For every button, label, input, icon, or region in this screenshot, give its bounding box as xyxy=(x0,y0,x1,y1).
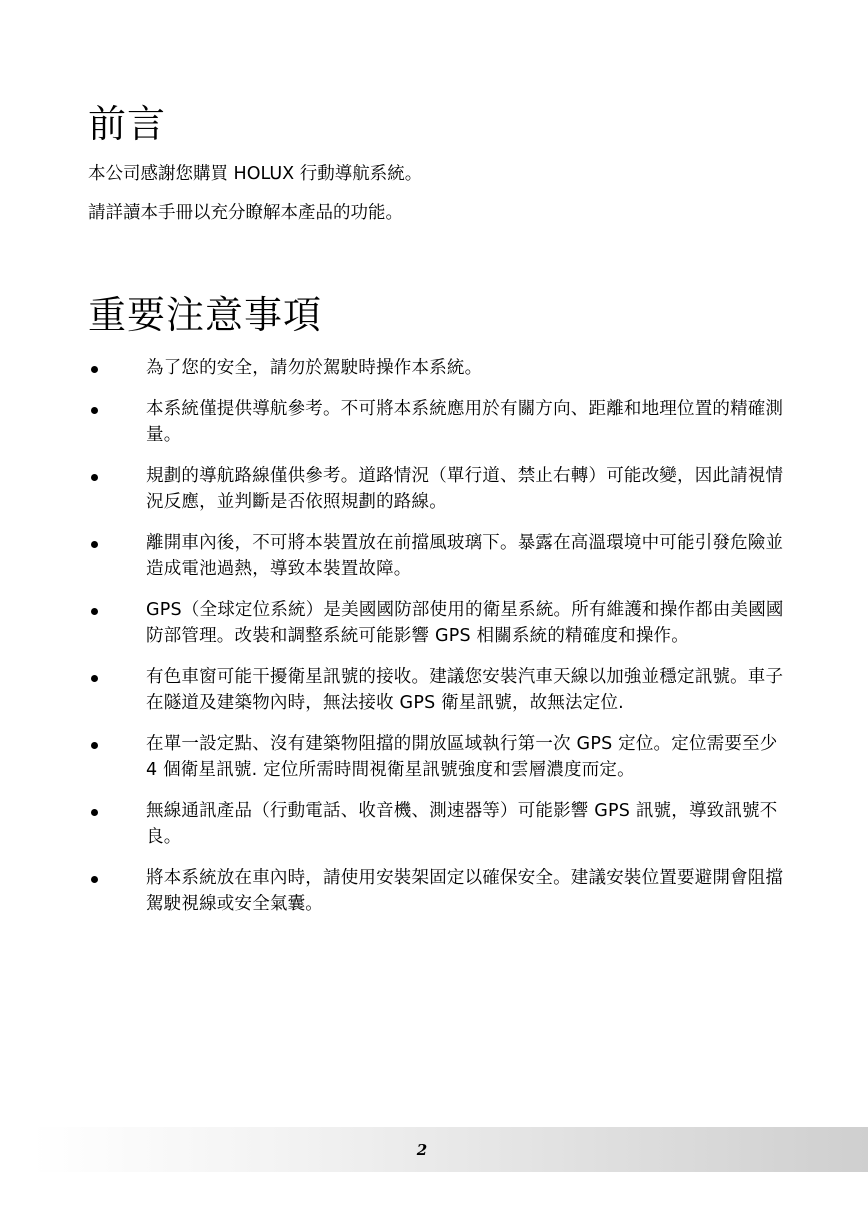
notice-text: 為了您的安全，請勿於駕駛時操作本系統。 xyxy=(146,358,483,378)
notice-text: 離開車內後，不可將本裝置放在前擋風玻璃下。暴露在高溫環境中可能引發危險並造成電池過熱，導致本裝置故障。 xyxy=(146,532,784,579)
notice-text: 無線通訊產品（行動電話、收音機、測速器等）可能影響 GPS 訊號，導致訊號不良。 xyxy=(146,800,778,847)
bullet-icon xyxy=(91,608,98,615)
page-number: 2 xyxy=(416,1141,428,1159)
bullet-icon xyxy=(91,675,98,682)
notice-text: 規劃的導航路線僅供參考。道路情況（單行道、禁止右轉）可能改變，因此請視情況反應，並判斷是否依照規劃的路線。 xyxy=(146,465,784,512)
notice-item xyxy=(88,463,788,516)
bullet-icon xyxy=(91,876,98,883)
notice-item xyxy=(88,355,788,382)
bullet-icon xyxy=(91,474,98,481)
important-notices-heading: 重要注意事項 xyxy=(88,293,323,337)
notice-text: 在單一設定點、沒有建築物阻擋的開放區域執行第一次 GPS 定位。定位需要至少 4 個衛星訊號. 定位所需時間視衛星訊號強度和雲層濃度而定。 xyxy=(146,733,778,780)
notice-item xyxy=(88,597,788,650)
notice-item xyxy=(88,731,788,784)
notice-item xyxy=(88,798,788,851)
notice-text: GPS（全球定位系統）是美國國防部使用的衛星系統。所有維護和操作都由美國國防部管理。改裝和調整系統可能影響 GPS 相關系統的精確度和操作。 xyxy=(146,599,784,646)
notice-item xyxy=(88,396,788,449)
notice-text: 將本系統放在車內時，請使用安裝架固定以確保安全。建議安裝位置要避開會阻擋駕駛視線或安全氣囊。 xyxy=(146,867,784,914)
notice-item xyxy=(88,865,788,918)
notice-text: 本系統僅提供導航參考。不可將本系統應用於有關方向、距離和地理位置的精確測量。 xyxy=(146,398,784,445)
important-notices-list xyxy=(88,355,788,932)
notice-text: 有色車窗可能干擾衛星訊號的接收。建議您安裝汽車天線以加強並穩定訊號。車子在隧道及建築物內時，無法接收 GPS 衛星訊號，故無法定位. xyxy=(146,666,784,713)
bullet-icon xyxy=(91,366,98,373)
notice-item xyxy=(88,664,788,717)
preface-heading: 前言 xyxy=(88,102,167,146)
preface-paragraph-read-manual: 請詳讀本手冊以充分瞭解本產品的功能。 xyxy=(88,203,403,223)
bullet-icon xyxy=(91,742,98,749)
preface-paragraph-thanks: 本公司感謝您購買 HOLUX 行動導航系統。 xyxy=(88,164,423,184)
notice-item xyxy=(88,530,788,583)
bullet-icon xyxy=(91,407,98,414)
bullet-icon xyxy=(91,809,98,816)
bullet-icon xyxy=(91,541,98,548)
